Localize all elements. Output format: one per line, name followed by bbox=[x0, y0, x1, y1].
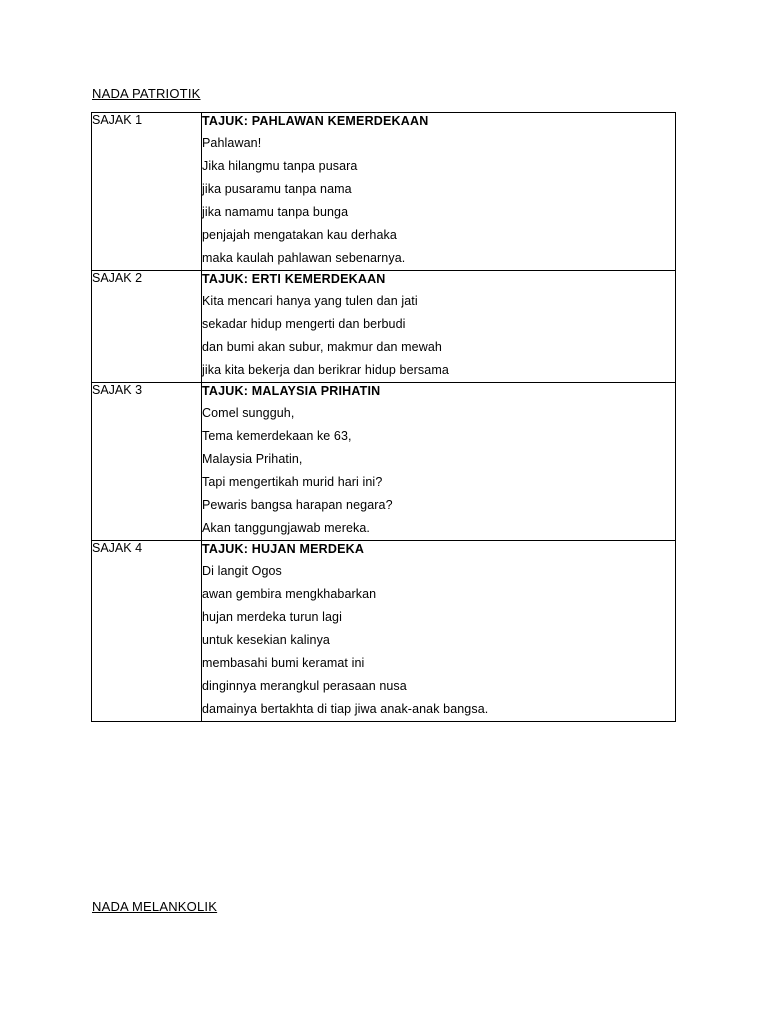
poem-line: sekadar hidup mengerti dan berbudi bbox=[202, 317, 406, 331]
poem-label: SAJAK 3 bbox=[92, 383, 202, 541]
poem-line: dan bumi akan subur, makmur dan mewah bbox=[202, 340, 442, 354]
poem-cell bbox=[202, 271, 676, 383]
table-row bbox=[92, 383, 676, 541]
poem-line: damainya bertakhta di tiap jiwa anak-anak bangsa. bbox=[202, 702, 489, 716]
table-row bbox=[92, 541, 676, 722]
poem-line: Jika hilangmu tanpa pusara bbox=[202, 159, 358, 173]
poem-line: jika namamu tanpa bunga bbox=[202, 205, 349, 219]
poem-line: Comel sungguh, bbox=[202, 406, 295, 420]
poem-line: maka kaulah pahlawan sebenarnya. bbox=[202, 251, 406, 265]
section-heading-patriotik: NADA PATRIOTIK bbox=[92, 86, 201, 101]
poem-line: Tapi mengertikah murid hari ini? bbox=[202, 475, 383, 489]
section-heading-melankolik: NADA MELANKOLIK bbox=[92, 899, 218, 914]
poem-title: TAJUK: HUJAN MERDEKA bbox=[202, 542, 365, 556]
poem-line: Tema kemerdekaan ke 63, bbox=[202, 429, 352, 443]
poem-line: Pahlawan! bbox=[202, 136, 262, 150]
poem-lines bbox=[202, 402, 675, 540]
poem-line: Di langit Ogos bbox=[202, 564, 282, 578]
poem-title: TAJUK: ERTI KEMERDEKAAN bbox=[202, 272, 386, 286]
poem-line: Akan tanggungjawab mereka. bbox=[202, 521, 370, 535]
poem-label: SAJAK 1 bbox=[92, 113, 202, 271]
poem-line: Pewaris bangsa harapan negara? bbox=[202, 498, 393, 512]
poem-line: hujan merdeka turun lagi bbox=[202, 610, 342, 624]
poem-line: jika kita bekerja dan berikrar hidup bersama bbox=[202, 363, 449, 377]
poem-line: penjajah mengatakan kau derhaka bbox=[202, 228, 397, 242]
poem-line: awan gembira mengkhabarkan bbox=[202, 587, 377, 601]
poem-title: TAJUK: MALAYSIA PRIHATIN bbox=[202, 384, 381, 398]
poem-line: jika pusaramu tanpa nama bbox=[202, 182, 352, 196]
poem-line: untuk kesekian kalinya bbox=[202, 633, 330, 647]
poem-cell bbox=[202, 541, 676, 722]
table-row bbox=[92, 271, 676, 383]
poem-label: SAJAK 4 bbox=[92, 541, 202, 722]
poem-line: Kita mencari hanya yang tulen dan jati bbox=[202, 294, 418, 308]
poem-label: SAJAK 2 bbox=[92, 271, 202, 383]
poem-lines bbox=[202, 290, 675, 382]
poem-cell bbox=[202, 113, 676, 271]
poem-table bbox=[91, 112, 676, 722]
poem-line: dinginnya merangkul perasaan nusa bbox=[202, 679, 407, 693]
poem-line: Malaysia Prihatin, bbox=[202, 452, 303, 466]
table-row bbox=[92, 113, 676, 271]
poem-cell bbox=[202, 383, 676, 541]
poem-line: membasahi bumi keramat ini bbox=[202, 656, 365, 670]
poem-lines bbox=[202, 560, 675, 721]
poem-lines bbox=[202, 132, 675, 270]
poem-title: TAJUK: PAHLAWAN KEMERDEKAAN bbox=[202, 114, 429, 128]
